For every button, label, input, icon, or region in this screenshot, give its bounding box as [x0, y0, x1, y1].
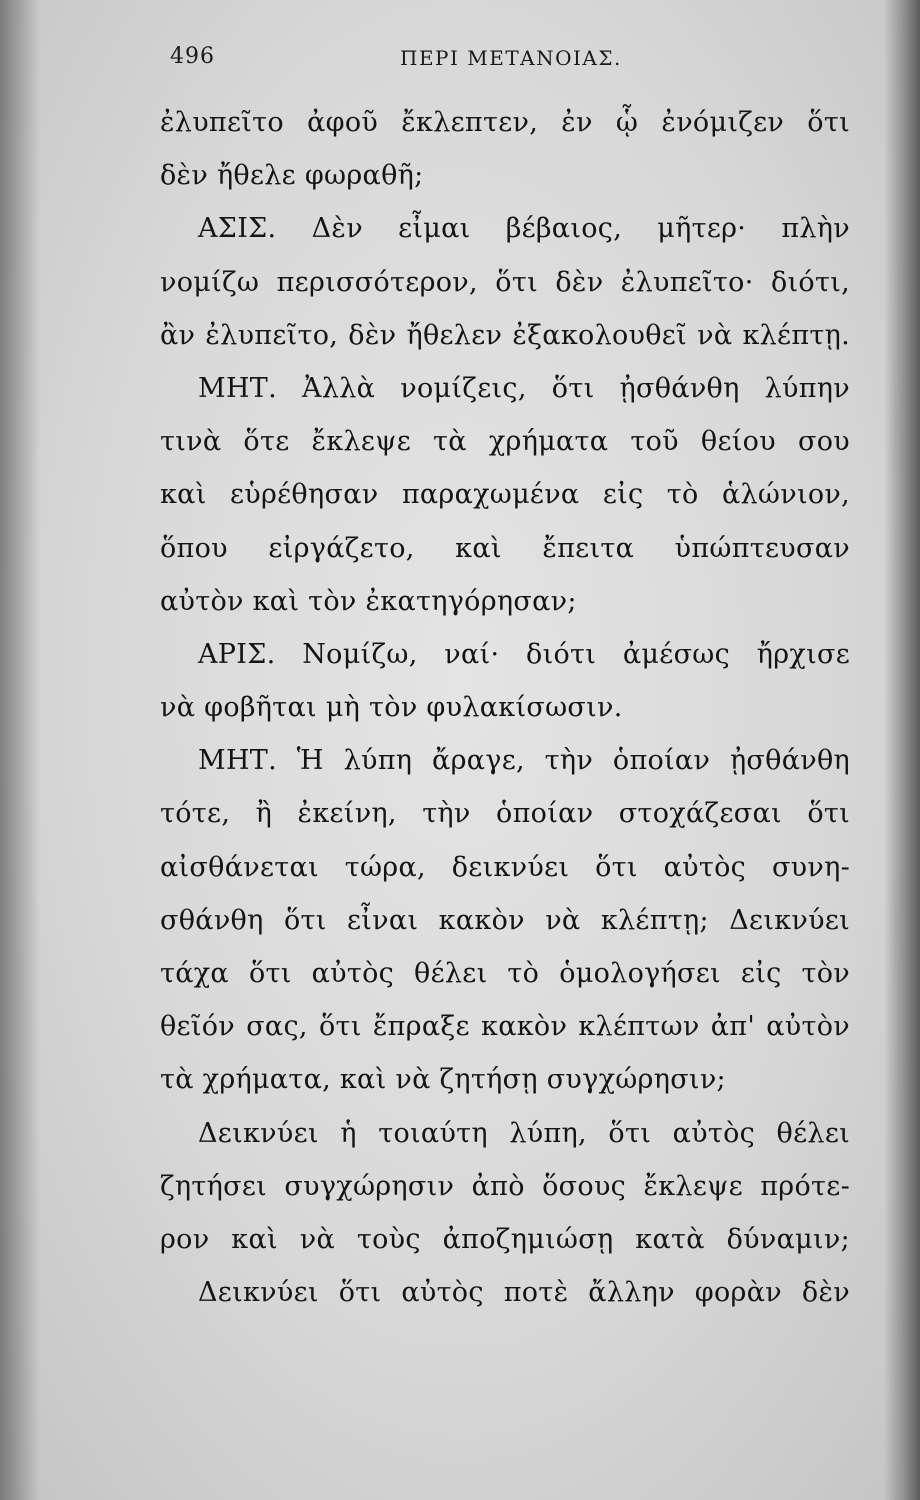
- page-number: 496: [170, 44, 215, 69]
- text-line: καὶ εὑρέθησαν παραχωμένα εἰς τὸ ἁλώνιον,: [160, 479, 850, 511]
- text-line: τάχα ὅτι αὐτὸς θέλει τὸ ὁμολογήσει εἰς τὸν: [160, 958, 850, 989]
- page-header: [170, 40, 850, 80]
- gutter-shadow: [0, 0, 40, 1500]
- text-line: δὲν ἤθελε φωραθῆ;: [160, 160, 424, 192]
- text-line: αἰσθάνεται τώρα, δεικνύει ὅτι αὐτὸς συνη-: [160, 851, 850, 883]
- text-line: ΜΗΤ. Ἀλλὰ νομίζεις, ὅτι ᾐσθάνθη λύπην: [198, 372, 850, 404]
- text-line: ἂν ἐλυπεῖτο, δὲν ἤθελεν ἐξακολουθεῖ νὰ κλέπτῃ.: [160, 319, 850, 351]
- text-line: ΑΣΙΣ. Δὲν εἶμαι βέβαιος, μῆτερ· πλὴν: [198, 213, 850, 245]
- text-line: νομίζω περισσότερον, ὅτι δὲν ἐλυπεῖτο· διότι,: [160, 266, 850, 298]
- text-line: ζητήσει συγχώρησιν ἀπὸ ὅσους ἔκλεψε πρότε-: [160, 1170, 850, 1202]
- text-line: τότε, ἢ ἐκείνη, τὴν ὁποίαν στοχάζεσαι ὅτι: [160, 798, 850, 830]
- text-line: ρον καὶ νὰ τοὺς ἀποζημιώσῃ κατὰ δύναμιν;: [160, 1223, 850, 1255]
- text-line: ΜΗΤ. Ἡ λύπη ἄραγε, τὴν ὁποίαν ᾐσθάνθη: [198, 745, 850, 777]
- text-line: Δεικνύει ἡ τοιαύτη λύπη, ὅτι αὐτὸς θέλει: [198, 1117, 850, 1149]
- page-edge-shadow: [884, 0, 920, 1500]
- body-text: [160, 96, 850, 1319]
- text-line: θεῖόν σας, ὅτι ἔπραξε κακὸν κλέπτων ἀπ' αὐτὸν: [160, 1011, 850, 1043]
- text-line: αὐτὸν καὶ τὸν ἐκατηγόρησαν;: [160, 585, 577, 617]
- text-line: ἐλυπεῖτο ἀφοῦ ἔκλεπτεν, ἐν ᾧ ἐνόμιζεν ὅτι: [160, 107, 850, 138]
- text-line: Δεικνύει ὅτι αὐτὸς ποτὲ ἄλλην φορὰν δὲν: [198, 1277, 850, 1309]
- running-title: ΠΕΡΙ ΜΕΤΑΝΟΙΑΣ.: [400, 46, 622, 70]
- text-line: τινὰ ὅτε ἔκλεψε τὰ χρήματα τοῦ θείου σου: [160, 426, 850, 458]
- text-line: τὰ χρήματα, καὶ νὰ ζητήσῃ συγχώρησιν;: [160, 1064, 726, 1096]
- text-line: νὰ φοβῆται μὴ τὸν φυλακίσωσιν.: [160, 692, 623, 724]
- text-line: ὅπου εἰργάζετο, καὶ ἔπειτα ὑπώπτευσαν: [160, 532, 850, 564]
- text-line: ΑΡΙΣ. Νομίζω, ναί· διότι ἀμέσως ἤρχισε: [198, 638, 850, 670]
- text-line: σθάνθη ὅτι εἶναι κακὸν νὰ κλέπτῃ; Δεικνύει: [160, 904, 850, 936]
